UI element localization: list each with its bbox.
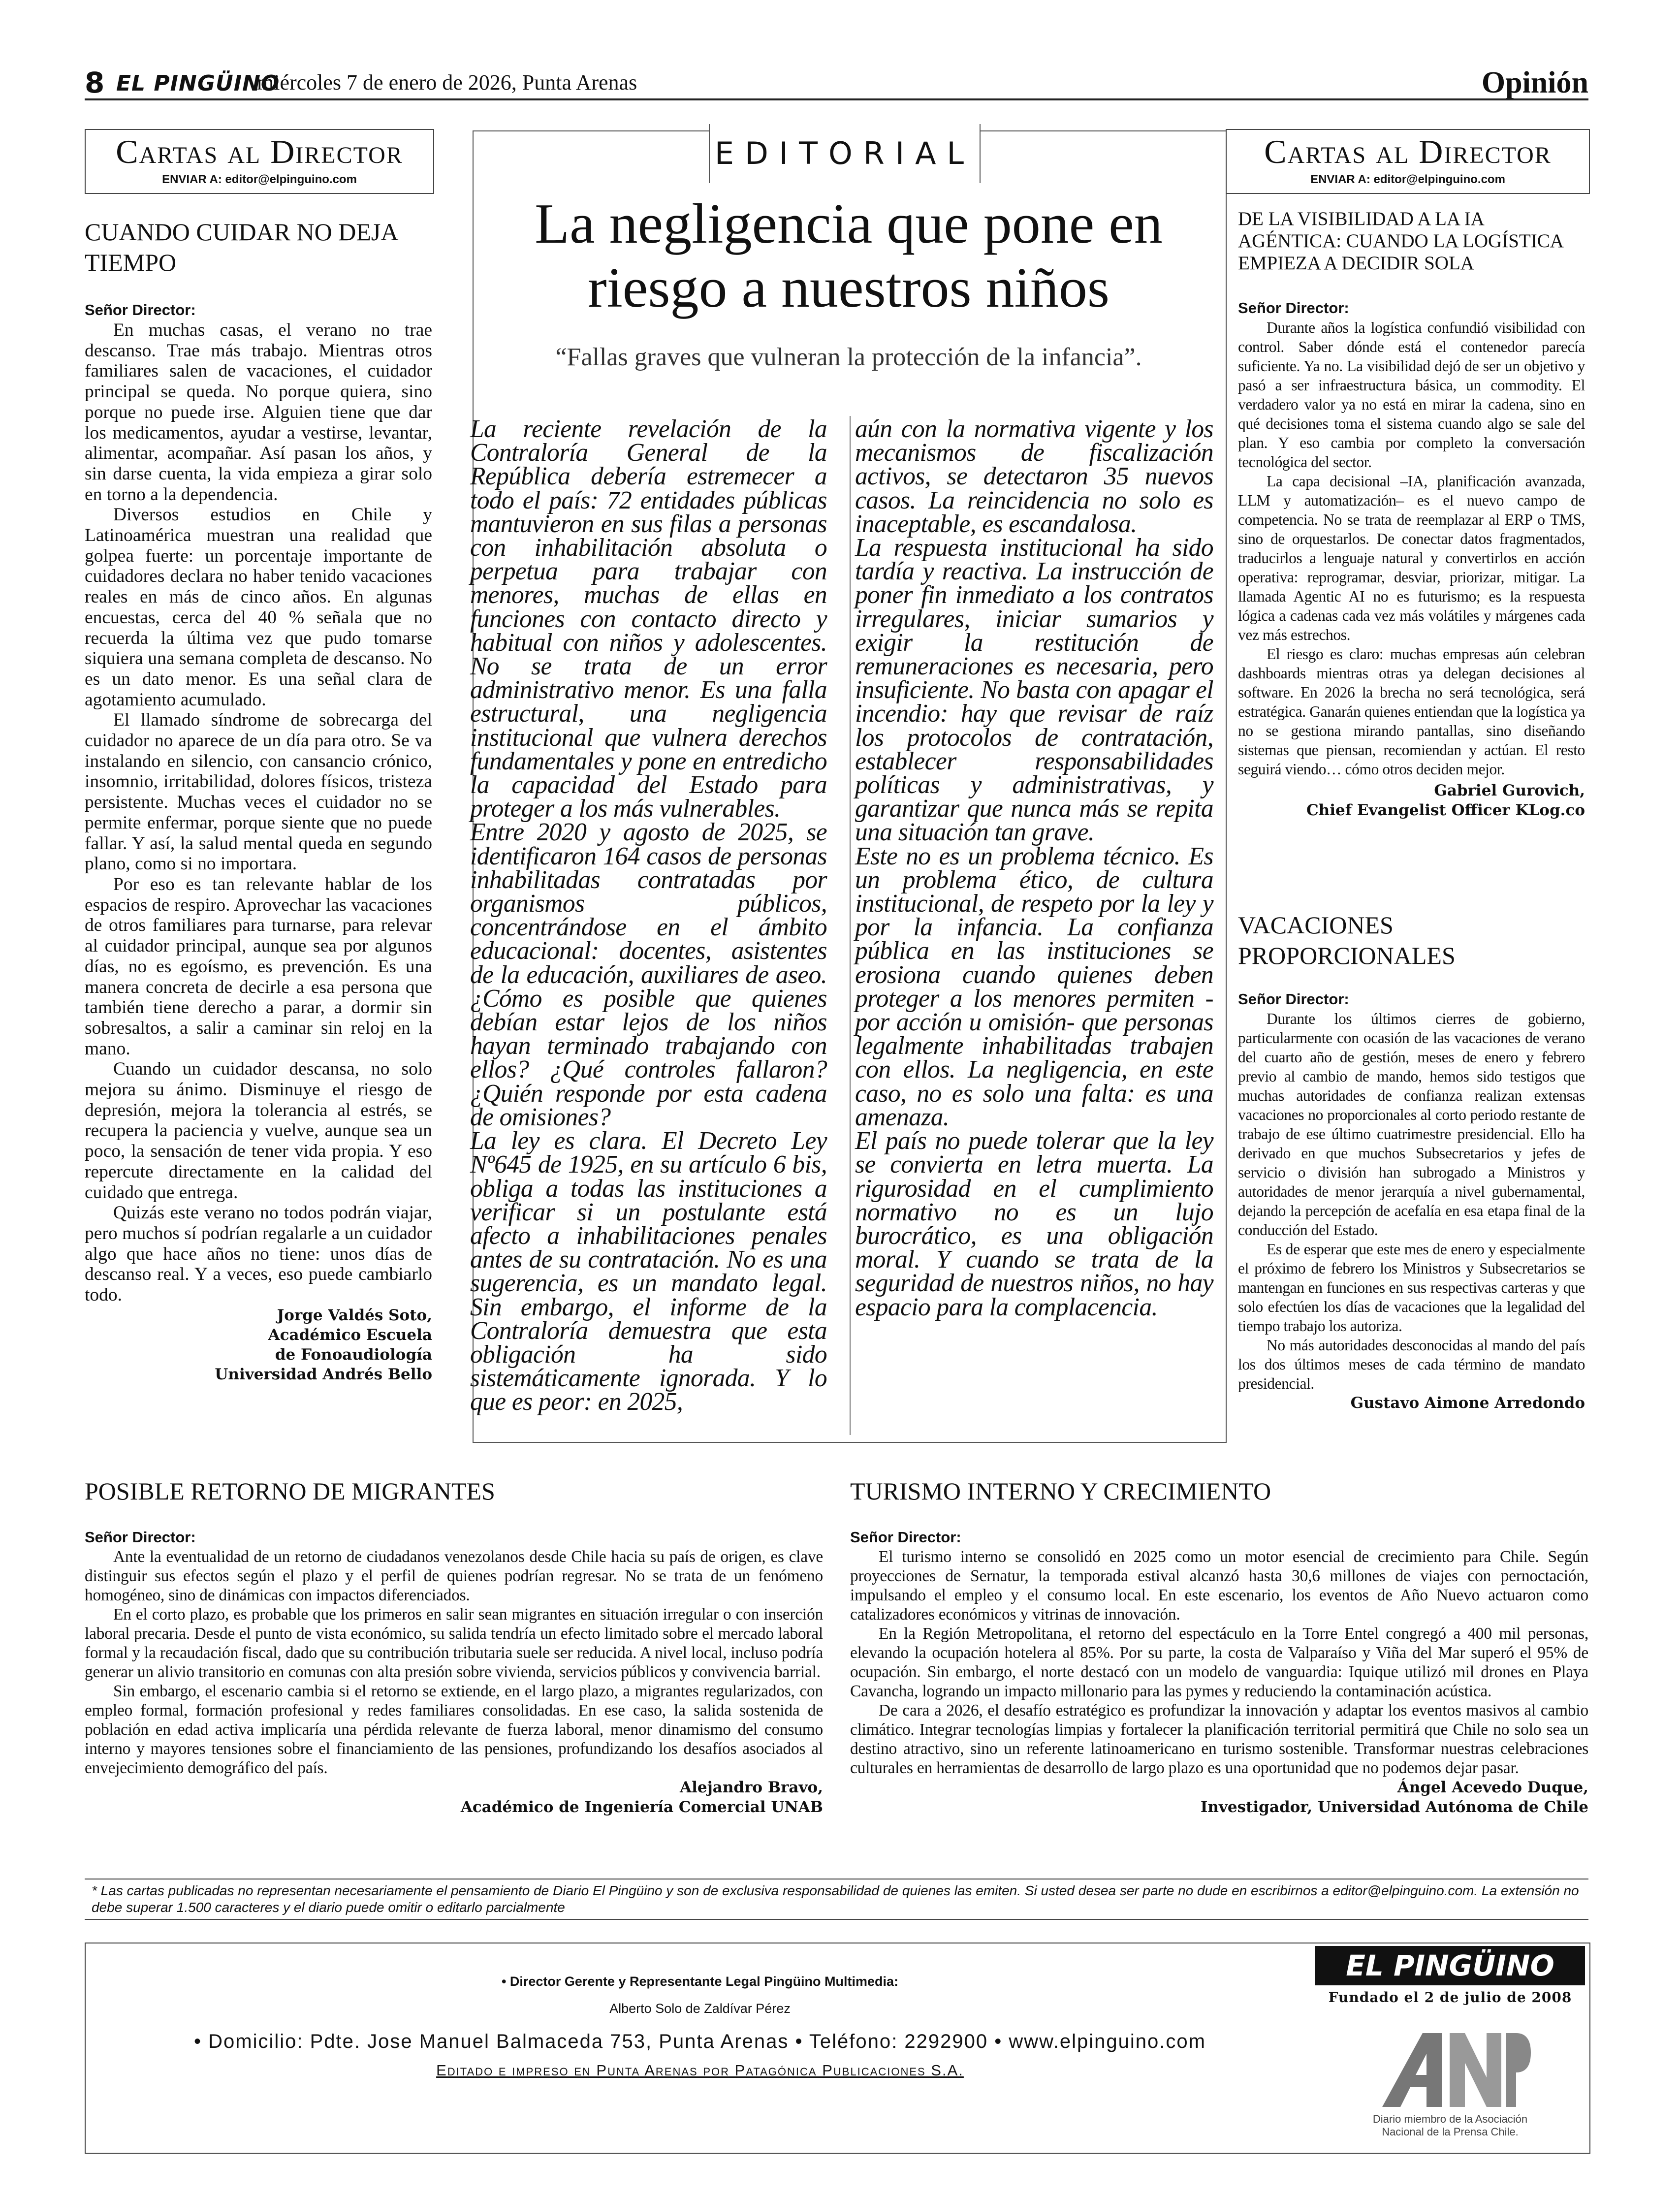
signature-line: Universidad Andrés Bello: [215, 1365, 432, 1383]
header-rule: [85, 98, 1588, 100]
paragraph: Por eso es tan relevante hablar de los espacios de respiro. Aprovechar las vacaciones de otros familiares para turnarse, para relevar al cuidador principal, aunque sea por algunos días, no es egoísmo, es prevención. Es una manera concreta de decirle a esa persona que también tiene derecho a parar, a dormir sin sobresaltos, a salir a caminar sin reloj en la mano.: [85, 874, 432, 1059]
paragraph: Entre 2020 y agosto de 2025, se identificaron 164 casos de personas inhabilitadas contratadas por organismos públicos, concentrándose en el ámbito educacional: docentes, asistentes de la educación, auxiliares de aseo. ¿Cómo es posible que quienes debían estar lejos de los niños hayan terminado trabajando con ellos? ¿Qué controles fallaron? ¿Quién responde por esta cadena de omisiones?: [470, 818, 827, 1131]
paragraph: De cara a 2026, el desafío estratégico es profundizar la innovación y adaptar los eventos masivos al cambio climático. Integrar tecnologías limpias y fortalecer la planificación territorial permitirá que Chile no solo sea un destino atractivo, sino un referente latinoamericano en turismo sostenible. Transformar nuestras celebraciones culturales en herramientas de desarrollo de largo plazo es una oportunidad que no podemos dejar pasar.: [850, 1701, 1588, 1777]
paragraph: La ley es clara. El Decreto Ley Nº645 de 1925, en su artículo 6 bis, obliga a todas las instituciones a verificar si un postulante está afecto a inhabilitaciones penales antes de su contratación. No es una sugerencia, es un mandato legal. Sin embargo, el informe de la Contraloría demuestra que esta obligación ha sido sistemáticamente ignorada. Y lo que es peor: en 2025,: [470, 1127, 827, 1416]
footer-director-name: Alberto Solo de Zaldívar Pérez: [609, 2001, 791, 2016]
paragraph: Durante los últimos cierres de gobierno, particularmente con ocasión de las vacaciones de verano del cuarto año de gestión, meses de enero y febrero previo al cambio de mando, hemos sido testigos que muchas autoridades de confianza realizan extensas vacaciones no proporcionales al corto periodo restante de trabajo de ese último cuatrimestre presidencial. Ello ha derivado en que muchos Subsecretarios y jefes de servicio o división han subrogado a Ministros y autoridades de menor jerarquía a nivel gubernamental, dejando la percepción de acefalía en esa etapa final de la conducción del Estado.: [1238, 1010, 1585, 1239]
editorial-label: EDITORIAL: [714, 135, 975, 171]
letter-body: [85, 1547, 823, 1778]
letter-headline: DE LA VISIBILIDAD A LA IA AGÉNTICA: CUANDO LA LOGÍSTICA EMPIEZA A DECIDIR SOLA: [1238, 208, 1563, 274]
letter-signature: [85, 1306, 432, 1384]
signature-line: Jorge Valdés Soto,: [277, 1306, 432, 1324]
letter-right-2: [1238, 989, 1585, 1413]
letter-salute: Señor Director:: [85, 301, 196, 319]
letter-salute: Señor Director:: [1238, 990, 1349, 1008]
signature-line: de Fonoaudiología: [275, 1345, 432, 1364]
paragraph: Es de esperar que este mes de enero y especialmente el próximo de febrero los Ministros y Subsecretarios se mantengan en funciones en sus respectivas carteras y que solo efectúen los días de vacaciones que la legalidad del tiempo trabajo los autoriza.: [1238, 1241, 1585, 1335]
letter-body: [1238, 1009, 1585, 1393]
letters-box-title: Cartas al Director: [1264, 133, 1552, 170]
anp-caption: [1315, 2113, 1585, 2138]
letter-right-1: [1238, 298, 1585, 820]
disclaimer-text: * Las cartas publicadas no representan necesariamente el pensamiento de Diario El Pingüino y son de exclusiva responsabilidad de quienes las emiten. Si usted desea ser parte no dude en escribirnos a editor@elpinguino.com. La extensión no debe superar 1.500 caracteres y el diario puede omitir o editarlo parcialmente: [92, 1883, 1579, 1915]
letter-signature: [1238, 781, 1585, 820]
signature-line: Investigador, Universidad Autónoma de Chile: [1200, 1798, 1588, 1816]
paragraph: La respuesta institucional ha sido tardía y reactiva. La instrucción de poner fin inmediato a los contratos irregulares, iniciar sumarios y exigir la restitución de remuneraciones es necesaria, pero insuficiente. No basta con apagar el incendio: hay que revisar de raíz los protocolos de contratación, establecer responsabilidades políticas y administrativas, y garantizar que nunca más se repita una situación tan grave.: [855, 534, 1213, 847]
paragraph: Este no es un problema técnico. Es un problema ético, de cultura institucional, de respeto por la ley y por la infancia. La confianza pública en las instituciones se erosiona cuando quienes deben proteger a los menores permiten -por acción u omisión- que personas legalmente inhabilitadas trabajen con ellos. La negligencia, en este caso, no es solo una falta: es una amenaza.: [855, 842, 1213, 1131]
footer-founded: Fundado el 2 de julio de 2008: [1328, 1989, 1572, 2006]
column-divider: [850, 416, 851, 1435]
paragraph: En el corto plazo, es probable que los primeros en salir sean migrantes en situación irregular o con inserción laboral precaria. Desde el punto de vista económico, su salida tendría un efecto limitado sobre el mercado laboral formal y la recaudación fiscal, dado que su contribución tributaria suele ser reducida. A nivel local, incluso podría generar un alivio transitorio en comunas con alta presión sobre vivienda, servicios públicos y convivencia barrial.: [85, 1605, 823, 1681]
letter-headline: POSIBLE RETORNO DE MIGRANTES: [85, 1477, 495, 1505]
letters-send-to: ENVIAR A: editor@elpinguino.com: [1310, 173, 1505, 186]
section-title: Opinión: [1481, 66, 1588, 99]
letters-box-right: [1226, 129, 1590, 194]
paragraph: No más autoridades desconocidas al mando del país los dos últimos meses de cada término de mandato presidencial.: [1238, 1337, 1585, 1392]
editorial-label-box: [709, 124, 981, 183]
letter-salute: Señor Director:: [1238, 299, 1349, 317]
footer-brand-badge: EL PINGÜINO: [1315, 1946, 1585, 1985]
paragraph: La capa decisional –IA, planificación avanzada, LLM y automatización– es el nuevo campo de competencia. No se trata de reemplazar al ERP o TMS, sino de orquestarlos. De conectar datos fragmentados, traducirlos a lenguaje natural y convertirlos en acción operativa: reprogramar, desviar, priorizar, mitigar. La llamada Agentic AI no es futurismo; es la respuesta lógica a cadenas cada vez más volátiles y márgenes cada vez más estrechos.: [1238, 473, 1585, 643]
paragraph: Cuando un cuidador descansa, no solo mejora su ánimo. Disminuye el riesgo de depresión, mejora la tolerancia al estrés, se recupera la paciencia y vuelve, aunque sea un poco, la sensación de tener vida propia. Y eso repercute directamente en la calidad del cuidado que entrega.: [85, 1059, 432, 1203]
anp-logo: [1368, 2013, 1531, 2112]
paragraph: El llamado síndrome de sobrecarga del cuidador no aparece de un día para otro. Se va instalando en silencio, con cansancio crónico, insomnio, irritabilidad, dolores físicos, tristeza persistente. Muchas veces el cuidador no se permite enfermar, porque siente que no puede fallar. Y así, la salud mental queda en segundo plano, como si no importara.: [85, 710, 432, 874]
footer-printed-by: Editado e impreso en Punta Arenas por Patagónica Publicaciones S.A.: [436, 2062, 964, 2079]
editorial-column-2: [855, 417, 1213, 1319]
header-date: miércoles 7 de enero de 2026, Punta Arenas: [257, 70, 637, 95]
signature-line: Gustavo Aimone Arredondo: [1350, 1394, 1585, 1412]
footer-address: • Domicilio: Pdte. Jose Manuel Balmaceda 753, Punta Arenas • Teléfono: 2292900 • www.elpinguino.com: [194, 2031, 1206, 2052]
paragraph: Sin embargo, el escenario cambia si el retorno se extiende, en el largo plazo, a migrantes regularizados, con empleo formal, formación profesional y redes familiares consolidadas. En ese caso, la salida sostenida de población en edad activa implicaría una pérdida relevante de fuerza laboral, menor dinamismo del consumo interno y mayores tensiones sobre el financiamiento de las pensiones, profundizando los desafíos asociados al envejecimiento demográfico del país.: [85, 1682, 823, 1777]
letter-salute: Señor Director:: [85, 1529, 196, 1546]
paragraph: La reciente revelación de la Contraloría General de la República debería estremecer a todo el país: 72 entidades públicas mantuvieron en sus filas a personas con inhabilitación absoluta o perpetua para trabajar con menores, muchas de ellas en funciones con contacto directo y habitual con niños y adolescentes. No se trata de un error administrativo menor. Es una falla estructural, una negligencia institucional que vulnera derechos fundamentales y pone en entredicho la capacidad del Estado para proteger a los más vulnerables.: [470, 415, 827, 823]
letters-box-left: [85, 129, 434, 194]
letter-signature: [850, 1778, 1588, 1817]
letter-headline: CUANDO CUIDAR NO DEJA TIEMPO: [85, 218, 397, 276]
anp-caption-line: Diario miembro de la Asociación: [1372, 2113, 1528, 2125]
signature-line: Chief Evangelist Officer KLog.co: [1306, 801, 1585, 819]
paragraph: El país no puede tolerar que la ley se convierta en letra muerta. La rigurosidad en el cumplimiento normativo no es un lujo burocrático, es una obligación moral. Y cuando se trata de la seguridad de nuestros niños, no hay espacio para la complacencia.: [855, 1127, 1213, 1321]
letter-bottom-right: [850, 1528, 1588, 1817]
paragraph: Durante años la logística confundió visibilidad con control. Saber dónde está el contenedor parecía suficiente. Ya no. La visibilidad dejó de ser un objetivo y pasó a ser infraestructura básica, un commodity. El verdadero valor ya no está en mirar la cadena, sino en qué decisiones toma el sistema cuando algo se sale del plan. Y eso cambia por completo la conversación tecnológica del sector.: [1238, 319, 1585, 471]
signature-line: Académico Escuela: [268, 1326, 432, 1344]
letter-signature: [1238, 1393, 1585, 1413]
header-brand: EL PINGÜINO: [116, 71, 280, 96]
editorial-title: [473, 192, 1225, 320]
letter-body: [1238, 318, 1585, 779]
letter-headline: TURISMO INTERNO Y CRECIMIENTO: [850, 1477, 1271, 1505]
signature-line: Académico de Ingeniería Comercial UNAB: [460, 1798, 823, 1816]
editorial-column-1: [470, 417, 827, 1414]
letters-box-title: Cartas al Director: [116, 133, 403, 170]
letter-headline: VACACIONES PROPORCIONALES: [1238, 911, 1456, 969]
paragraph: Diversos estudios en Chile y Latinoamérica muestran una realidad que golpea fuerte: un porcentaje importante de cuidadores declara no haber tenido vacaciones reales en más de cinco años. En algunas encuestas, cerca del 40 % señala que no recuerda la última vez que pudo tomarse siquiera una semana completa de descanso. No es un dato menor. Es una señal clara de agotamiento acumulado.: [85, 505, 432, 710]
anp-logo-mark: [1368, 2013, 1531, 2112]
letter-left: [85, 300, 432, 1384]
footer-director-label: • Director Gerente y Representante Legal Pingüino Multimedia:: [501, 1974, 899, 1989]
page-number: 8: [85, 66, 105, 99]
letter-signature: [85, 1778, 823, 1817]
letters-send-to: ENVIAR A: editor@elpinguino.com: [162, 173, 357, 186]
letter-salute: Señor Director:: [850, 1529, 961, 1546]
letter-body: [850, 1547, 1588, 1778]
paragraph: En muchas casas, el verano no trae descanso. Trae más trabajo. Mientras otros familiares salen de vacaciones, el cuidador principal se queda. No porque quiera, sino porque no puede irse. Alguien tiene que dar los medicamentos, ayudar a vestirse, levantar, alimentar, acompañar. Así pasan los años, y sin darse cuenta, la vida empieza a girar solo en torno a la dependencia.: [85, 320, 432, 505]
disclaimer-notice: [85, 1879, 1588, 1920]
paragraph: El turismo interno se consolidó en 2025 como un motor esencial de crecimiento para Chile. Según proyecciones de Sernatur, la temporada estival alcanzó hasta 30,6 millones de viajes con pernoctación, impulsando el empleo y el consumo local. En este escenario, los eventos de Año Nuevo actuaron como catalizadores económicos y vitrinas de innovación.: [850, 1548, 1588, 1624]
paragraph: Ante la eventualidad de un retorno de ciudadanos venezolanos desde Chile hacia su país de origen, es clave distinguir sus efectos según el plazo y el perfil de quienes podrían regresar. No se trata de un fenómeno homogéneo, sino de dinámicas con impactos diferenciados.: [85, 1548, 823, 1604]
signature-line: Alejandro Bravo,: [680, 1779, 823, 1796]
letter-body: [85, 320, 432, 1306]
editorial-title-text: La negligencia que pone en riesgo a nuestros niños: [535, 192, 1163, 319]
anp-caption-line: Nacional de la Prensa Chile.: [1382, 2126, 1519, 2138]
paragraph: El riesgo es claro: muchas empresas aún celebran dashboards mientras otras ya delegan decisiones al software. En 2026 la brecha no será tecnológica, será estratégica. Ganarán quienes entiendan que la logística ya no se gestiona mirando pantallas, sino diseñando sistemas que piensan, recomiendan y actúan. El resto seguirá viendo… cómo otros deciden mejor.: [1238, 645, 1585, 778]
paragraph: En la Región Metropolitana, el retorno del espectáculo en la Torre Entel congregó a 400 mil personas, elevando la ocupación hotelera al 85%. Por su parte, la costa de Valparaíso y Viña del Mar superó el 95% de ocupación. Sin embargo, el norte destacó con un modelo de vanguardia: Iquique utilizó mil drones en Playa Cavancha, logrando un impacto millonario para las pymes y reduciendo la contaminación acústica.: [850, 1625, 1588, 1700]
paragraph: Quizás este verano no todos podrán viajar, pero muchos sí podrían regalarle a un cuidador algo que hace años no tiene: unos días de descanso real. Y a veces, eso puede cambiarlo todo.: [85, 1203, 432, 1306]
paragraph: aún con la normativa vigente y los mecanismos de fiscalización activos, se detectaron 35 nuevos casos. La reincidencia no solo es inaceptable, es escandalosa.: [855, 415, 1213, 538]
letter-bottom-left: [85, 1528, 823, 1817]
signature-line: Ángel Acevedo Duque,: [1397, 1779, 1588, 1796]
signature-line: Gabriel Gurovich,: [1434, 782, 1585, 799]
editorial-subtitle: “Fallas graves que vulneran la protección de la infancia”.: [555, 343, 1142, 371]
